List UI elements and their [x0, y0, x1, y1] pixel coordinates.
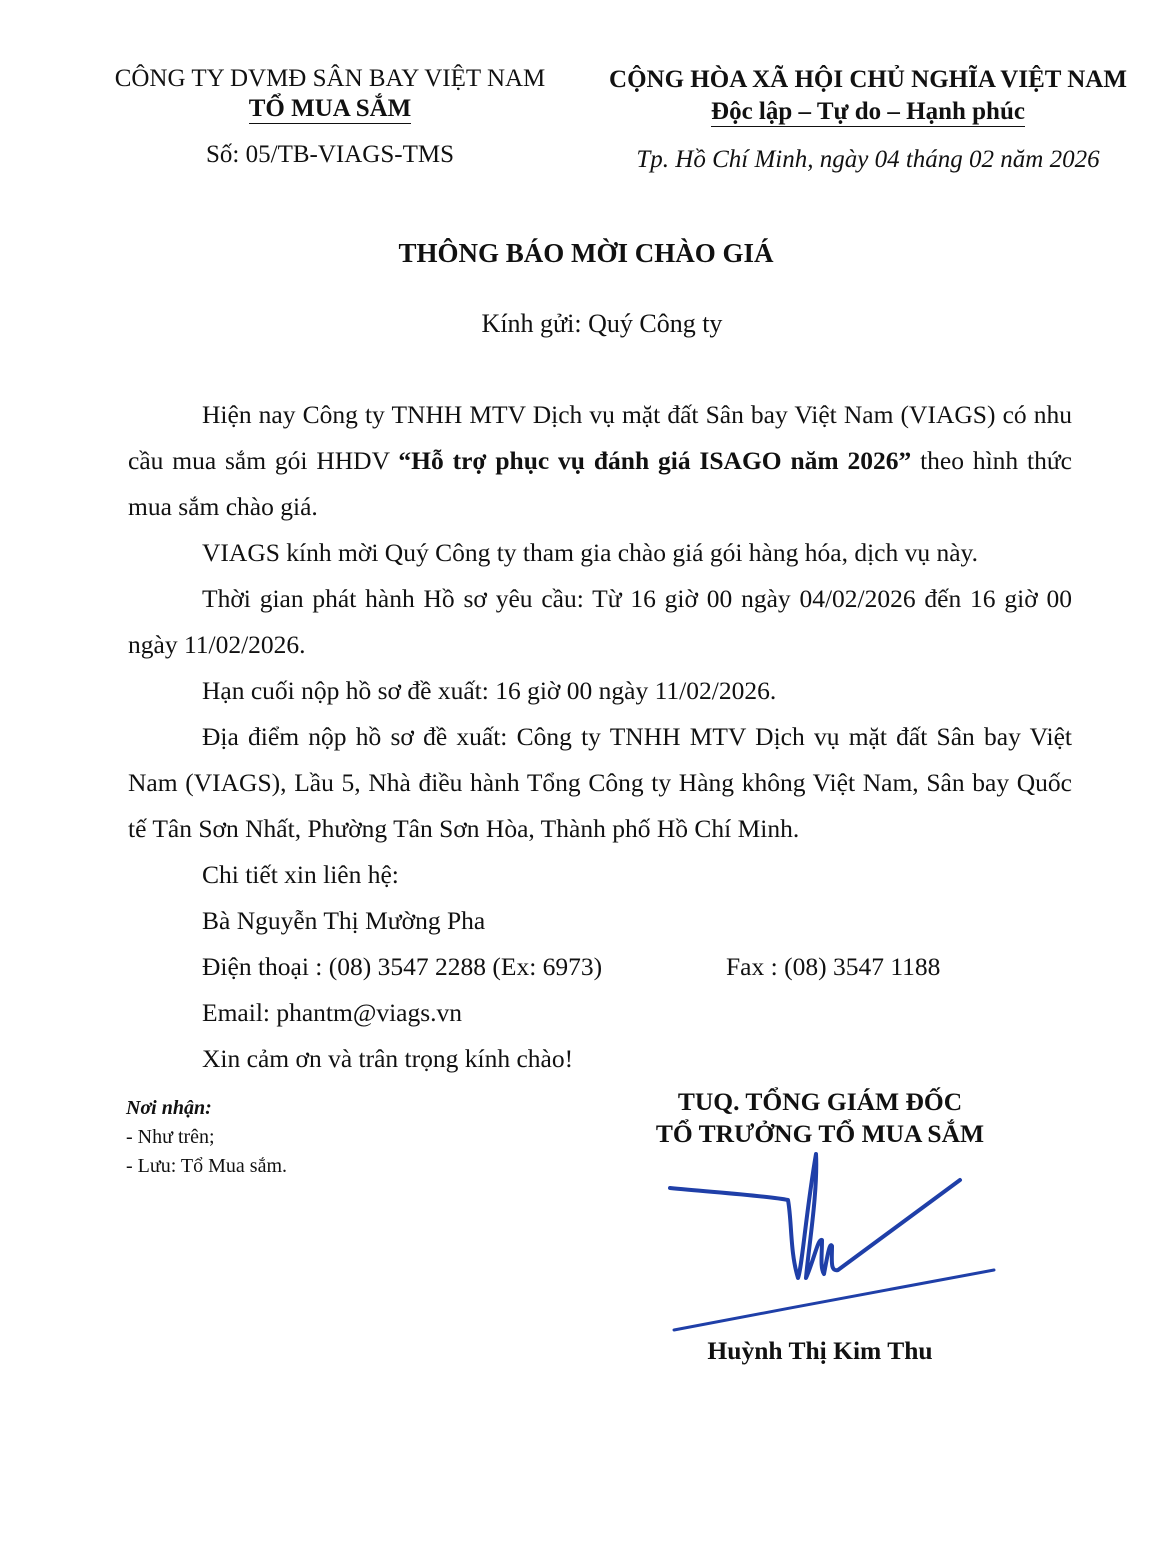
contact-phone-row [128, 944, 1072, 990]
paragraph-invitation: VIAGS kính mời Quý Công ty tham gia chào giá gói hàng hóa, dịch vụ này. [202, 538, 979, 567]
recipient-item: - Như trên; [126, 1126, 215, 1148]
document-number: Số: 05/TB-VIAGS-TMS [206, 141, 454, 168]
header-left [100, 64, 560, 170]
closing-line: Xin cảm ơn và trân trọng kính chào! [202, 1044, 574, 1073]
intro-text-end: theo hình thức mua sắm chào giá. [128, 446, 1072, 521]
document-title: THÔNG BÁO MỜI CHÀO GIÁ [398, 238, 774, 268]
contact-name: Bà Nguyễn Thị Mường Pha [202, 906, 486, 935]
country-name: CỘNG HÒA XÃ HỘI CHỦ NGHĨA VIỆT NAM [609, 66, 1127, 93]
recipients-heading: Nơi nhận: [126, 1097, 212, 1119]
signer-name: Huỳnh Thị Kim Thu [707, 1336, 933, 1365]
unit-name: TỔ MUA SẮM [248, 95, 412, 122]
paragraph-intro [128, 392, 1072, 530]
place-date: Tp. Hồ Chí Minh, ngày 04 tháng 02 năm 2026 [636, 146, 1100, 173]
recipients [126, 1094, 287, 1181]
signature-strokes [670, 1154, 994, 1330]
contact-intro: Chi tiết xin liên hệ: [202, 860, 399, 889]
contact-email: Email: phantm@viags.vn [202, 998, 463, 1027]
package-name: “Hỗ trợ phục vụ đánh giá ISAGO năm 2026” [398, 446, 912, 475]
recipient-item: - Lưu: Tổ Mua sắm. [126, 1155, 288, 1177]
national-motto: Độc lập – Tự do – Hạnh phúc [711, 98, 1025, 125]
document-body [128, 392, 1072, 1082]
signature-title-1: TUQ. TỔNG GIÁM ĐỐC [677, 1087, 963, 1116]
paragraph-issue-time: Thời gian phát hành Hồ sơ yêu cầu: Từ 16 giờ 00 ngày 04/02/2026 đến 16 giờ 00 ngày 11/02/2026. [128, 584, 1072, 659]
signature-title-2: TỔ TRƯỞNG TỔ MUA SẮM [655, 1119, 985, 1148]
handwritten-signature [660, 1142, 1010, 1342]
greeting: Kính gửi: Quý Công ty [481, 309, 723, 338]
paragraph-location: Địa điểm nộp hồ sơ đề xuất: Công ty TNHH MTV Dịch vụ mặt đất Sân bay Việt Nam (VIAGS), Lầu 5, Nhà điều hành Tổng Công ty Hàng không Việt Nam, Sân bay Quốc tế Tân Sơn Nhất, Phường Tân Sơn Hòa, Thành phố Hồ Chí Minh. [128, 722, 1072, 843]
header-right [588, 64, 1148, 176]
intro-text: Hiện nay Công ty TNHH MTV Dịch vụ mặt đất Sân bay Việt Nam (VIAGS) có nhu cầu mua sắm gói HHDV [128, 400, 1072, 475]
signature-block [620, 1086, 1020, 1150]
contact-phone: Điện thoại : (08) 3547 2288 (Ex: 6973) [202, 952, 603, 981]
contact-fax: Fax : (08) 3547 1188 [726, 952, 941, 981]
company-name: CÔNG TY DVMĐ SÂN BAY VIỆT NAM [114, 65, 546, 92]
paragraph-deadline: Hạn cuối nộp hồ sơ đề xuất: 16 giờ 00 ngày 11/02/2026. [202, 676, 777, 705]
